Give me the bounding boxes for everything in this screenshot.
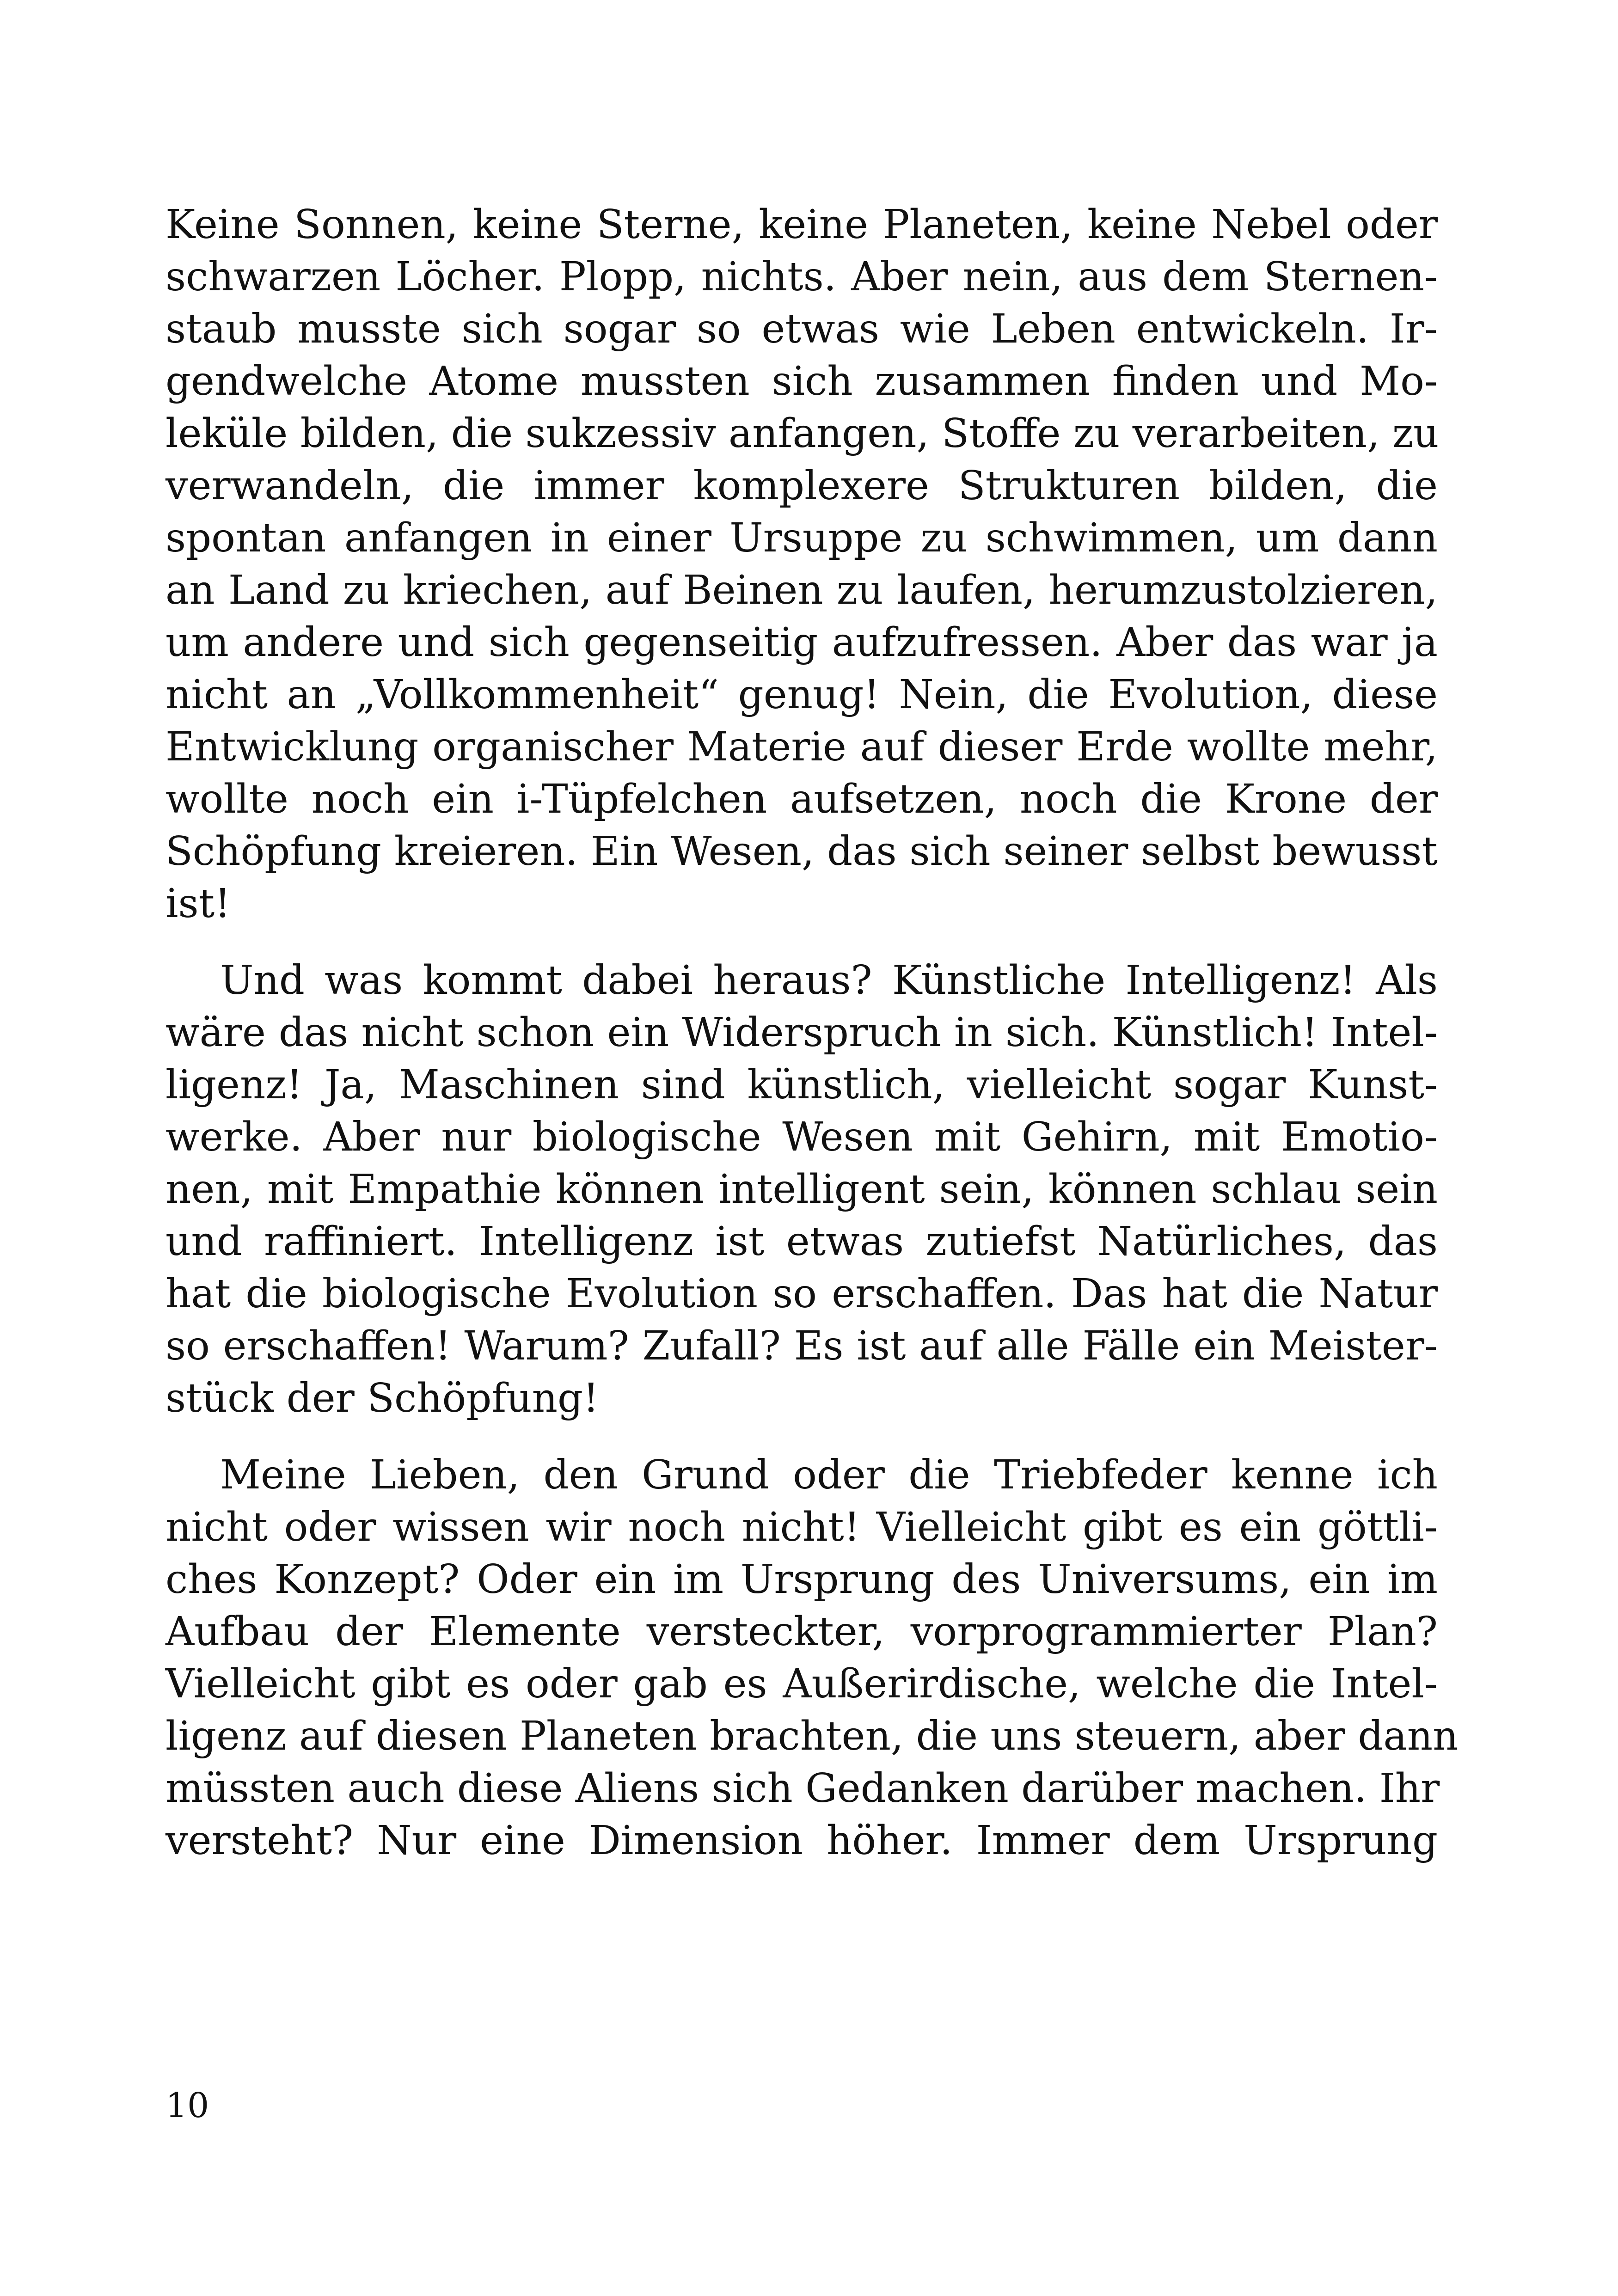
text-line: nen, mit Empathie können intelligent sein, können schlau sein [165,1166,1438,1212]
text-line: wäre das nicht schon ein Widerspruch in sich. Künstlich! Intel- [165,1010,1438,1056]
text-line: hat die biologische Evolution so erschaffen. Das hat die Natur [165,1271,1438,1317]
text-line: und raffiniert. Intelligenz ist etwas zutiefst Natürliches, das [165,1218,1438,1265]
text-line: wollte noch ein i-Tüpfelchen aufsetzen, noch die Krone der [165,776,1438,822]
text-line: gendwelche Atome mussten sich zusammen finden und Mo- [165,358,1438,404]
text-line: Schöpfung kreieren. Ein Wesen, das sich seiner selbst bewusst [165,828,1438,875]
text-line: Keine Sonnen, keine Sterne, keine Planeten, keine Nebel oder [165,202,1438,248]
text-line: so erschaffen! Warum? Zufall? Es ist auf alle Fälle ein Meister- [165,1323,1438,1369]
text-line: an Land zu kriechen, auf Beinen zu laufen, herumzustolzieren, [165,567,1438,613]
text-line: Entwicklung organischer Materie auf dieser Erde wollte mehr, [165,724,1438,770]
text-line: verwandeln, die immer komplexere Strukturen bilden, die [165,463,1438,509]
text-line: staub musste sich sogar so etwas wie Leben entwickeln. Ir- [165,306,1438,352]
text-line: schwarzen Löcher. Plopp, nichts. Aber nein, aus dem Sternen- [165,254,1438,300]
text-line: Aufbau der Elemente versteckter, vorprogrammierter Plan? [165,1609,1438,1655]
text-line: Vielleicht gibt es oder gab es Außerirdische, welche die Intel- [165,1661,1438,1707]
body-text [165,199,1459,1867]
text-line: müssten auch diese Aliens sich Gedanken darüber machen. Ihr [165,1765,1440,1812]
text-line: ist! [165,881,231,927]
text-line: stück der Schöpfung! [165,1375,599,1421]
text-line: spontan anfangen in einer Ursuppe zu schwimmen, um dann [165,515,1438,561]
page-number: 10 [165,2086,209,2125]
text-line: leküle bilden, die sukzessiv anfangen, Stoffe zu verarbeiten, zu [165,410,1439,457]
text-line: ches Konzept? Oder ein im Ursprung des Universums, ein im [165,1556,1438,1603]
text-line: nicht an „Vollkommenheit“ genug! Nein, die Evolution, diese [165,672,1438,718]
text-line: um andere und sich gegenseitig aufzufressen. Aber das war ja [165,619,1438,666]
text-line: ligenz! Ja, Maschinen sind künstlich, vielleicht sogar Kunst- [165,1062,1438,1108]
paragraph-1 [165,199,1438,930]
paragraph-2 [165,955,1438,1425]
text-line: versteht? Nur eine Dimension höher. Immer dem Ursprung [165,1818,1438,1864]
text-line: Meine Lieben, den Grund oder die Triebfeder kenne ich [220,1452,1438,1498]
text-line: werke. Aber nur biologische Wesen mit Gehirn, mit Emotio- [165,1114,1438,1160]
paragraph-3 [165,1449,1459,1867]
text-line: nicht oder wissen wir noch nicht! Vielleicht gibt es ein göttli- [165,1504,1438,1550]
text-line: ligenz auf diesen Planeten brachten, die uns steuern, aber dann [165,1713,1459,1759]
text-line: Und was kommt dabei heraus? Künstliche Intelligenz! Als [220,957,1438,1004]
